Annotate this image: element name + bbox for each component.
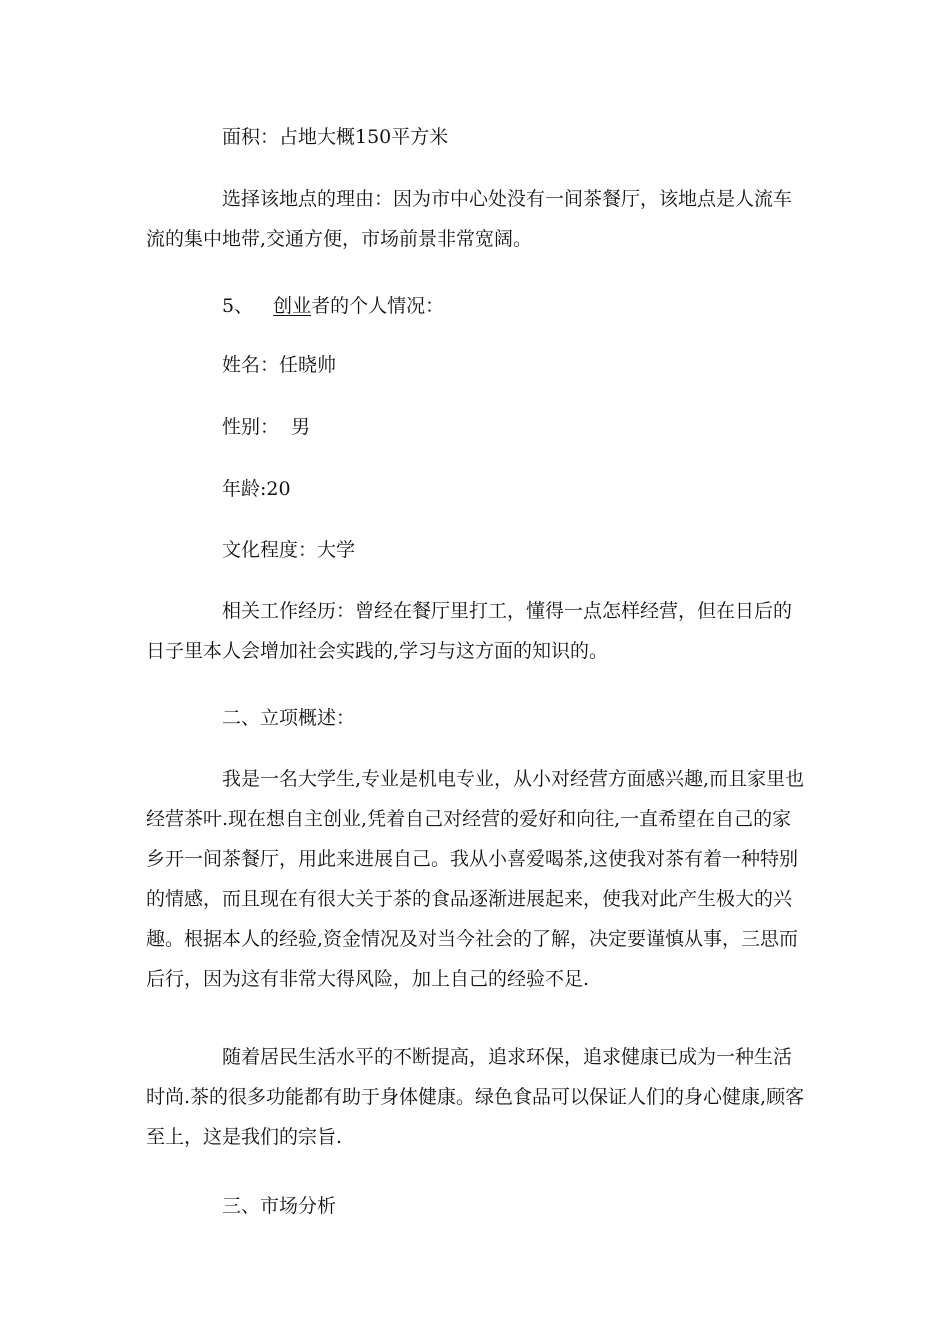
section-5-heading [146, 286, 806, 326]
section-3-heading: 三、市场分析 [222, 1195, 337, 1217]
area-line: 面积：占地大概150平方米 [222, 126, 449, 148]
education-line: 文化程度：大学 [222, 539, 356, 561]
entrepreneurship-link[interactable]: 创业 [273, 295, 312, 317]
name-line: 姓名：任晓帅 [222, 354, 337, 376]
section-2-heading: 二、立项概述： [222, 707, 356, 729]
overview-paragraph: 我是一名大学生,专业是机电专业，从小对经营方面感兴趣,而且家里也经营茶叶.现在想自主创业,凭着自己对经营的爱好和向往,一直希望在自己的家乡开一间茶餐厅，用此来进展自己。我从小喜爱喝茶,这使我对茶有着一种特别的情感，而且现在有很大关于茶的食品逐渐进展起来，使我对此产生极大的兴趣。根据本人的经验,资金情况及对当今社会的了解，决定要谨慎从事，三思而后行，因为这有非常大得风险，加上自己的经验不足. [146, 768, 805, 990]
section-5-number: 5、 [222, 295, 254, 317]
age-line: 年龄:20 [222, 478, 291, 500]
health-paragraph: 随着居民生活水平的不断提高，追求环保，追求健康已成为一种生活时尚.茶的很多功能都有助于身体健康。绿色食品可以保证人们的身心健康,顾客至上，这是我们的宗旨. [146, 1046, 805, 1148]
location-reason-paragraph: 选择该地点的理由：因为市中心处没有一间茶餐厅，该地点是人流车流的集中地带,交通方便，市场前景非常宽阔。 [146, 188, 793, 250]
gender-line: 性别： 男 [222, 416, 311, 438]
work-experience-paragraph: 相关工作经历：曾经在餐厅里打工，懂得一点怎样经营，但在日后的日子里本人会增加社会实践的,学习与这方面的知识的。 [146, 600, 793, 662]
section-5-rest: 者的个人情况： [311, 295, 445, 317]
